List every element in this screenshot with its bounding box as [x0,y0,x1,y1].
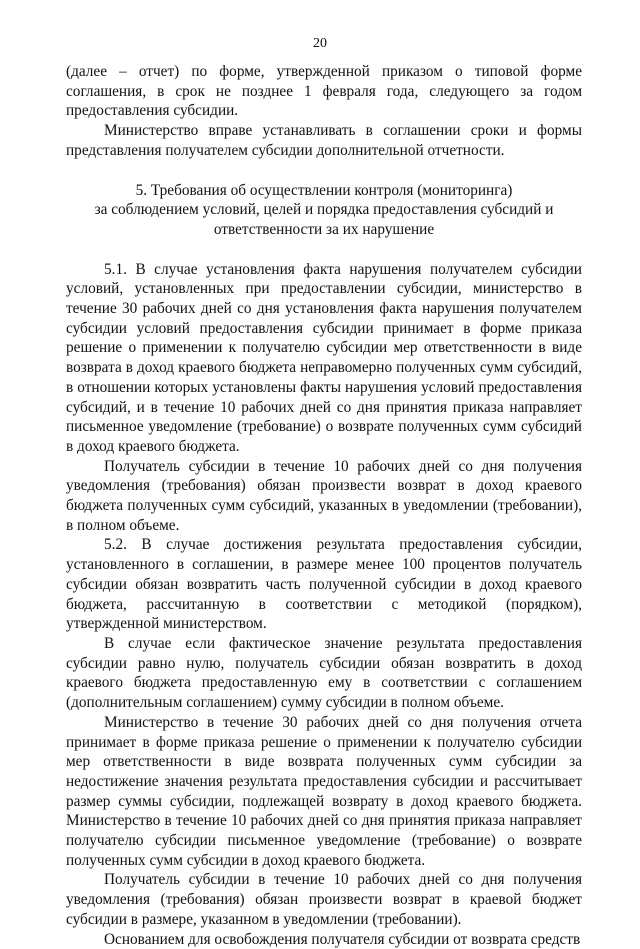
paragraph: 5.1. В случае установления факта нарушения получателем субсидии условий, установленных при предоставлении субсидии, министерство в течение 30 рабочих дней со дня установления факта нарушения получателем субсидии условий предоставления субсидии принимает в форме приказа решение о применении к получателю субсидии мер ответственности в виде возврата в доход краевого бюджета неправомерно полученных сумм субсидий, в отношении которых установлены факты нарушения условий предоставления субсидий, и в течение 10 рабочих дней со дня принятия приказа направляет письменное уведомление (требование) о возврате полученных сумм субсидий в доход краевого бюджета. [66,260,582,455]
document-body [66,62,582,949]
paragraph: 5.2. В случае достижения результата предоставления субсидии, установленного в соглашении, в размере менее 100 процентов получатель субсидии обязан возвратить часть полученной субсидии в доход краевого бюджета, рассчитанную в соответствии с методикой (порядком), утвержденной министерством. [66,536,582,633]
paragraph: Основанием для освобождения получателя субсидии от возврата средств [104,930,581,948]
paragraph: (далее – отчет) по форме, утвержденной приказом о типовой форме соглашения, в срок не позднее 1 февраля года, следующего за годом предоставления субсидии. [66,63,582,120]
paragraph: Министерство вправе устанавливать в соглашении сроки и формы представления получателем субсидии дополнительной отчетности. [66,122,582,159]
paragraph: Получатель субсидии в течение 10 рабочих дней со дня получения уведомления (требования) обязан произвести возврат в краевой бюджет субсидии в размере, указанном в уведомлении (требовании). [66,871,582,928]
section-heading-line: за соблюдением условий, целей и порядка предоставления субсидий и [94,201,554,219]
paragraph: Министерство в течение 30 рабочих дней со дня получения отчета принимает в форме приказа решение о применении к получателю субсидии мер ответственности в виде возврата полученных сумм субсидии за недостижение значения результата предоставления субсидии и рассчитывает размер суммы субсидии, подлежащей возврату в доход краевого бюджета. Министерство в течение 10 рабочих дней со дня принятия приказа направляет получателю субсидии письменное уведомление (требование) о возврате полученных сумм субсидии в доход краевого бюджета. [66,713,582,869]
section-heading [66,161,582,260]
section-heading-line: 5. Требования об осуществлении контроля (мониторинга) [135,181,513,199]
paragraph: В случае если фактическое значение результата предоставления субсидии равно нулю, получатель субсидии обязан возвратить в доход краевого бюджета предоставленную ему в соответствии с соглашением (дополнительным соглашением) сумму субсидии в полном объеме. [66,634,582,712]
paragraph: Получатель субсидии в течение 10 рабочих дней со дня получения уведомления (требования) обязан произвести возврат в доход краевого бюджета полученных сумм субсидий, указанных в уведомлении (требовании), в полном объеме. [66,457,582,534]
page-number: 20 [313,36,327,51]
section-heading-line: ответственности за их нарушение [213,220,435,238]
